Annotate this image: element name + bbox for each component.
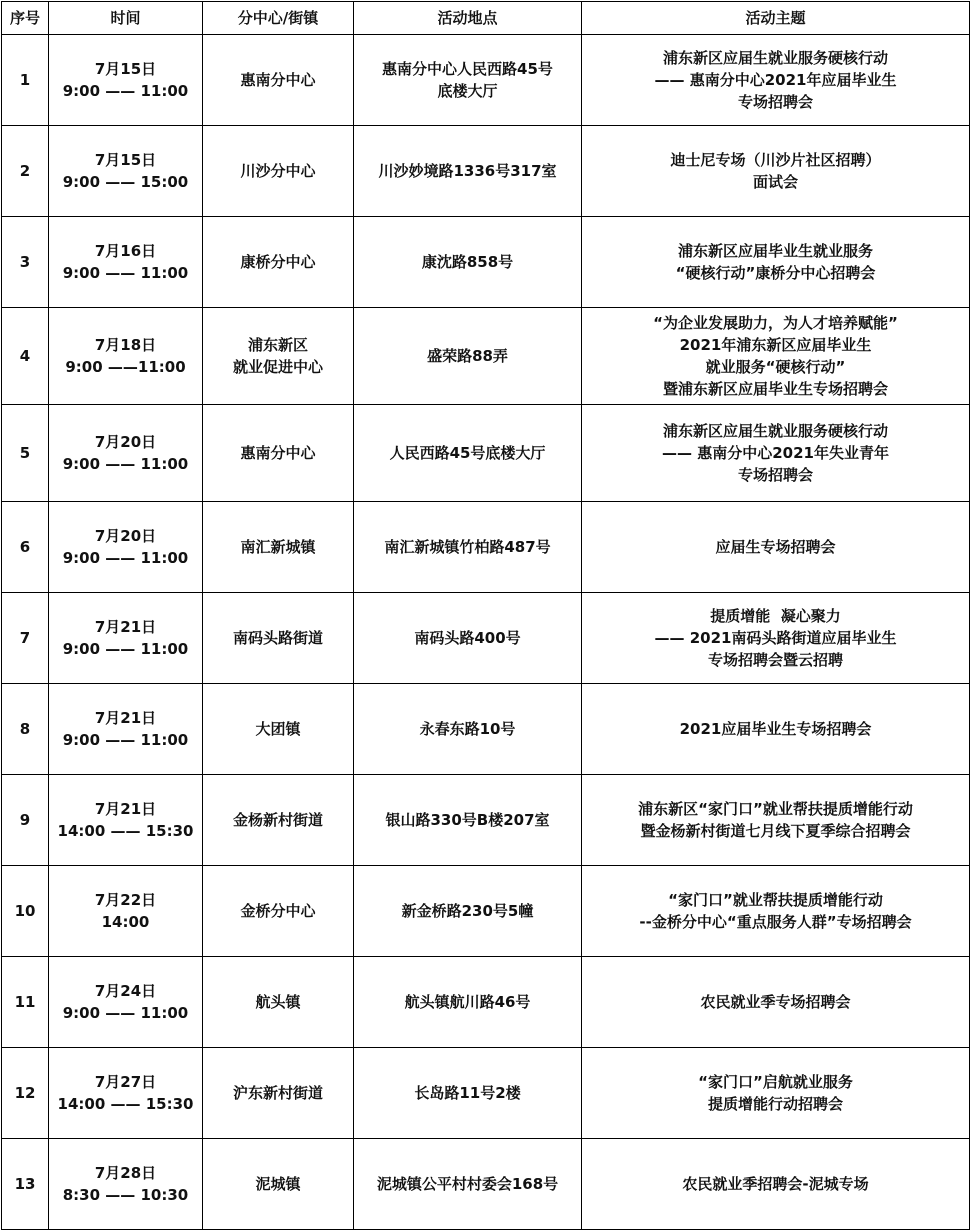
row-date: 7月15日 — [94, 151, 157, 169]
row-time-range: 9:00 ——11:00 — [65, 358, 186, 376]
row-topic-line: —— 惠南分中心2021年失业青年 — [662, 444, 889, 462]
row-place-line: 康沈路858号 — [421, 253, 514, 271]
row-place — [354, 405, 582, 502]
row-topic — [582, 866, 970, 957]
header-time: 时间 — [49, 2, 203, 35]
row-place-line: 南码头路400号 — [414, 629, 521, 647]
table-row — [2, 35, 970, 126]
row-org-line: 金桥分中心 — [240, 902, 316, 920]
job-fair-schedule-table — [1, 1, 970, 1230]
row-place-line: 新金桥路230号5幢 — [401, 902, 534, 920]
row-topic-line: 就业服务“硬核行动” — [705, 358, 846, 376]
row-org — [203, 35, 354, 126]
row-topic-line: 专场招聘会暨云招聘 — [707, 651, 843, 669]
row-place — [354, 684, 582, 775]
row-org-line: 泥城镇 — [255, 1175, 301, 1193]
row-place — [354, 957, 582, 1048]
row-time-range: 9:00 —— 15:00 — [62, 173, 189, 191]
row-topic — [582, 684, 970, 775]
row-time-range: 14:00 —— 15:30 — [57, 1095, 194, 1113]
row-time-range: 9:00 —— 11:00 — [62, 640, 189, 658]
row-org — [203, 866, 354, 957]
row-org — [203, 593, 354, 684]
row-time — [49, 126, 203, 217]
row-number: 6 — [2, 502, 49, 593]
row-topic-line: —— 惠南分中心2021年应届毕业生 — [654, 71, 897, 89]
row-date: 7月21日 — [94, 800, 157, 818]
row-time — [49, 405, 203, 502]
row-place — [354, 866, 582, 957]
row-topic-line: 暨金杨新村街道七月线下夏季综合招聘会 — [640, 822, 911, 840]
row-date: 7月22日 — [94, 891, 157, 909]
row-place — [354, 1048, 582, 1139]
row-org — [203, 405, 354, 502]
row-topic-line: —— 2021南码头路街道应届毕业生 — [654, 629, 897, 647]
row-time — [49, 775, 203, 866]
row-place-line: 川沙妙境路1336号317室 — [378, 162, 557, 180]
row-place — [354, 126, 582, 217]
table-row — [2, 217, 970, 308]
row-topic — [582, 1048, 970, 1139]
row-place — [354, 502, 582, 593]
row-date: 7月18日 — [94, 336, 157, 354]
header-org: 分中心/街镇 — [203, 2, 354, 35]
table-header-row — [2, 2, 970, 35]
row-place-line: 南汇新城镇竹柏路487号 — [384, 538, 551, 556]
row-date: 7月24日 — [94, 982, 157, 1000]
row-topic — [582, 405, 970, 502]
row-org — [203, 684, 354, 775]
row-org-line: 就业促进中心 — [232, 358, 323, 376]
row-date: 7月20日 — [94, 527, 157, 545]
row-time — [49, 217, 203, 308]
table-row — [2, 502, 970, 593]
row-place — [354, 593, 582, 684]
row-time-range: 9:00 —— 11:00 — [62, 731, 189, 749]
row-place — [354, 308, 582, 405]
row-place-line: 盛荣路88弄 — [427, 347, 508, 365]
row-org — [203, 308, 354, 405]
row-place-line: 底楼大厅 — [437, 82, 498, 100]
row-time — [49, 957, 203, 1048]
row-org — [203, 775, 354, 866]
row-place-line: 人民西路45号底楼大厅 — [389, 444, 546, 462]
row-place-line: 惠南分中心人民西路45号 — [382, 60, 553, 78]
row-number: 11 — [2, 957, 49, 1048]
row-place-line: 泥城镇公平村村委会168号 — [376, 1175, 559, 1193]
table-row — [2, 1048, 970, 1139]
row-topic-line: 浦东新区应届毕业生就业服务 — [677, 242, 873, 260]
row-topic-line: 提质增能 凝心聚力 — [710, 607, 841, 625]
table-row — [2, 866, 970, 957]
row-org — [203, 502, 354, 593]
row-time-range: 14:00 — [101, 913, 150, 931]
row-topic-line: --金桥分中心“重点服务人群”专场招聘会 — [639, 913, 912, 931]
row-time — [49, 1139, 203, 1230]
row-topic-line: 浦东新区应届生就业服务硬核行动 — [662, 422, 888, 440]
table-row — [2, 1139, 970, 1230]
row-org-line: 大团镇 — [255, 720, 301, 738]
row-topic-line: 2021年浦东新区应届毕业生 — [679, 336, 872, 354]
row-topic-line: 暨浦东新区应届毕业生专场招聘会 — [662, 380, 888, 398]
row-date: 7月21日 — [94, 618, 157, 636]
table-body — [2, 35, 970, 1230]
row-org — [203, 217, 354, 308]
row-time-range: 9:00 —— 11:00 — [62, 549, 189, 567]
row-topic — [582, 35, 970, 126]
row-org-line: 浦东新区 — [247, 336, 308, 354]
row-time-range: 9:00 —— 11:00 — [62, 82, 189, 100]
row-place-line: 永春东路10号 — [419, 720, 516, 738]
row-topic — [582, 126, 970, 217]
header-topic: 活动主题 — [582, 2, 970, 35]
header-no: 序号 — [2, 2, 49, 35]
row-number: 12 — [2, 1048, 49, 1139]
row-time-range: 9:00 —— 11:00 — [62, 1004, 189, 1022]
table-row — [2, 957, 970, 1048]
row-number: 2 — [2, 126, 49, 217]
row-place — [354, 1139, 582, 1230]
row-number: 8 — [2, 684, 49, 775]
row-number: 1 — [2, 35, 49, 126]
table-row — [2, 308, 970, 405]
row-org-line: 航头镇 — [255, 993, 301, 1011]
row-number: 9 — [2, 775, 49, 866]
row-time-range: 9:00 —— 11:00 — [62, 455, 189, 473]
row-org — [203, 126, 354, 217]
row-org-line: 川沙分中心 — [240, 162, 316, 180]
row-place-line: 航头镇航川路46号 — [404, 993, 531, 1011]
row-time — [49, 866, 203, 957]
row-number: 7 — [2, 593, 49, 684]
row-topic — [582, 957, 970, 1048]
row-time — [49, 308, 203, 405]
row-place-line: 长岛路11号2楼 — [414, 1084, 521, 1102]
row-topic-line: 专场招聘会 — [737, 93, 813, 111]
row-date: 7月27日 — [94, 1073, 157, 1091]
row-topic-line: “为企业发展助力，为人才培养赋能” — [653, 314, 898, 332]
row-org-line: 沪东新村街道 — [232, 1084, 323, 1102]
row-topic — [582, 308, 970, 405]
row-org — [203, 1139, 354, 1230]
row-time — [49, 684, 203, 775]
row-date: 7月21日 — [94, 709, 157, 727]
row-topic — [582, 1139, 970, 1230]
row-place — [354, 775, 582, 866]
row-place-line: 银山路330号B楼207室 — [385, 811, 550, 829]
row-date: 7月16日 — [94, 242, 157, 260]
row-topic-line: 浦东新区应届生就业服务硬核行动 — [662, 49, 888, 67]
table-row — [2, 775, 970, 866]
row-org-line: 康桥分中心 — [240, 253, 316, 271]
row-place — [354, 35, 582, 126]
row-topic-line: 迪士尼专场（川沙片社区招聘） — [670, 151, 881, 169]
row-org — [203, 1048, 354, 1139]
row-org-line: 南汇新城镇 — [240, 538, 316, 556]
table-row — [2, 126, 970, 217]
row-time — [49, 1048, 203, 1139]
row-date: 7月15日 — [94, 60, 157, 78]
row-time — [49, 35, 203, 126]
row-place — [354, 217, 582, 308]
row-date: 7月28日 — [94, 1164, 157, 1182]
row-org-line: 金杨新村街道 — [232, 811, 323, 829]
row-org-line: 南码头路街道 — [232, 629, 323, 647]
row-org-line: 惠南分中心 — [240, 71, 316, 89]
row-topic-line: 农民就业季专场招聘会 — [700, 993, 851, 1011]
table-row — [2, 593, 970, 684]
row-number: 5 — [2, 405, 49, 502]
row-topic-line: 提质增能行动招聘会 — [707, 1095, 843, 1113]
row-topic-line: 农民就业季招聘会-泥城专场 — [682, 1175, 869, 1193]
row-number: 3 — [2, 217, 49, 308]
table-row — [2, 684, 970, 775]
row-topic-line: 浦东新区“家门口”就业帮扶提质增能行动 — [638, 800, 913, 818]
row-topic — [582, 775, 970, 866]
row-topic-line: “硬核行动”康桥分中心招聘会 — [675, 264, 876, 282]
table-row — [2, 405, 970, 502]
row-org — [203, 957, 354, 1048]
row-topic-line: 专场招聘会 — [737, 466, 813, 484]
row-topic-line: “家门口”启航就业服务 — [698, 1073, 853, 1091]
row-topic — [582, 593, 970, 684]
row-topic-line: 面试会 — [752, 173, 798, 191]
row-time-range: 8:30 —— 10:30 — [62, 1186, 189, 1204]
row-time-range: 9:00 —— 11:00 — [62, 264, 189, 282]
row-date: 7月20日 — [94, 433, 157, 451]
row-number: 4 — [2, 308, 49, 405]
row-org-line: 惠南分中心 — [240, 444, 316, 462]
row-time — [49, 593, 203, 684]
row-time-range: 14:00 —— 15:30 — [57, 822, 194, 840]
row-topic — [582, 502, 970, 593]
header-place: 活动地点 — [354, 2, 582, 35]
row-topic — [582, 217, 970, 308]
row-topic-line: 应届生专场招聘会 — [715, 538, 836, 556]
row-topic-line: “家门口”就业帮扶提质增能行动 — [668, 891, 883, 909]
row-number: 13 — [2, 1139, 49, 1230]
row-number: 10 — [2, 866, 49, 957]
row-time — [49, 502, 203, 593]
row-topic-line: 2021应届毕业生专场招聘会 — [679, 720, 872, 738]
